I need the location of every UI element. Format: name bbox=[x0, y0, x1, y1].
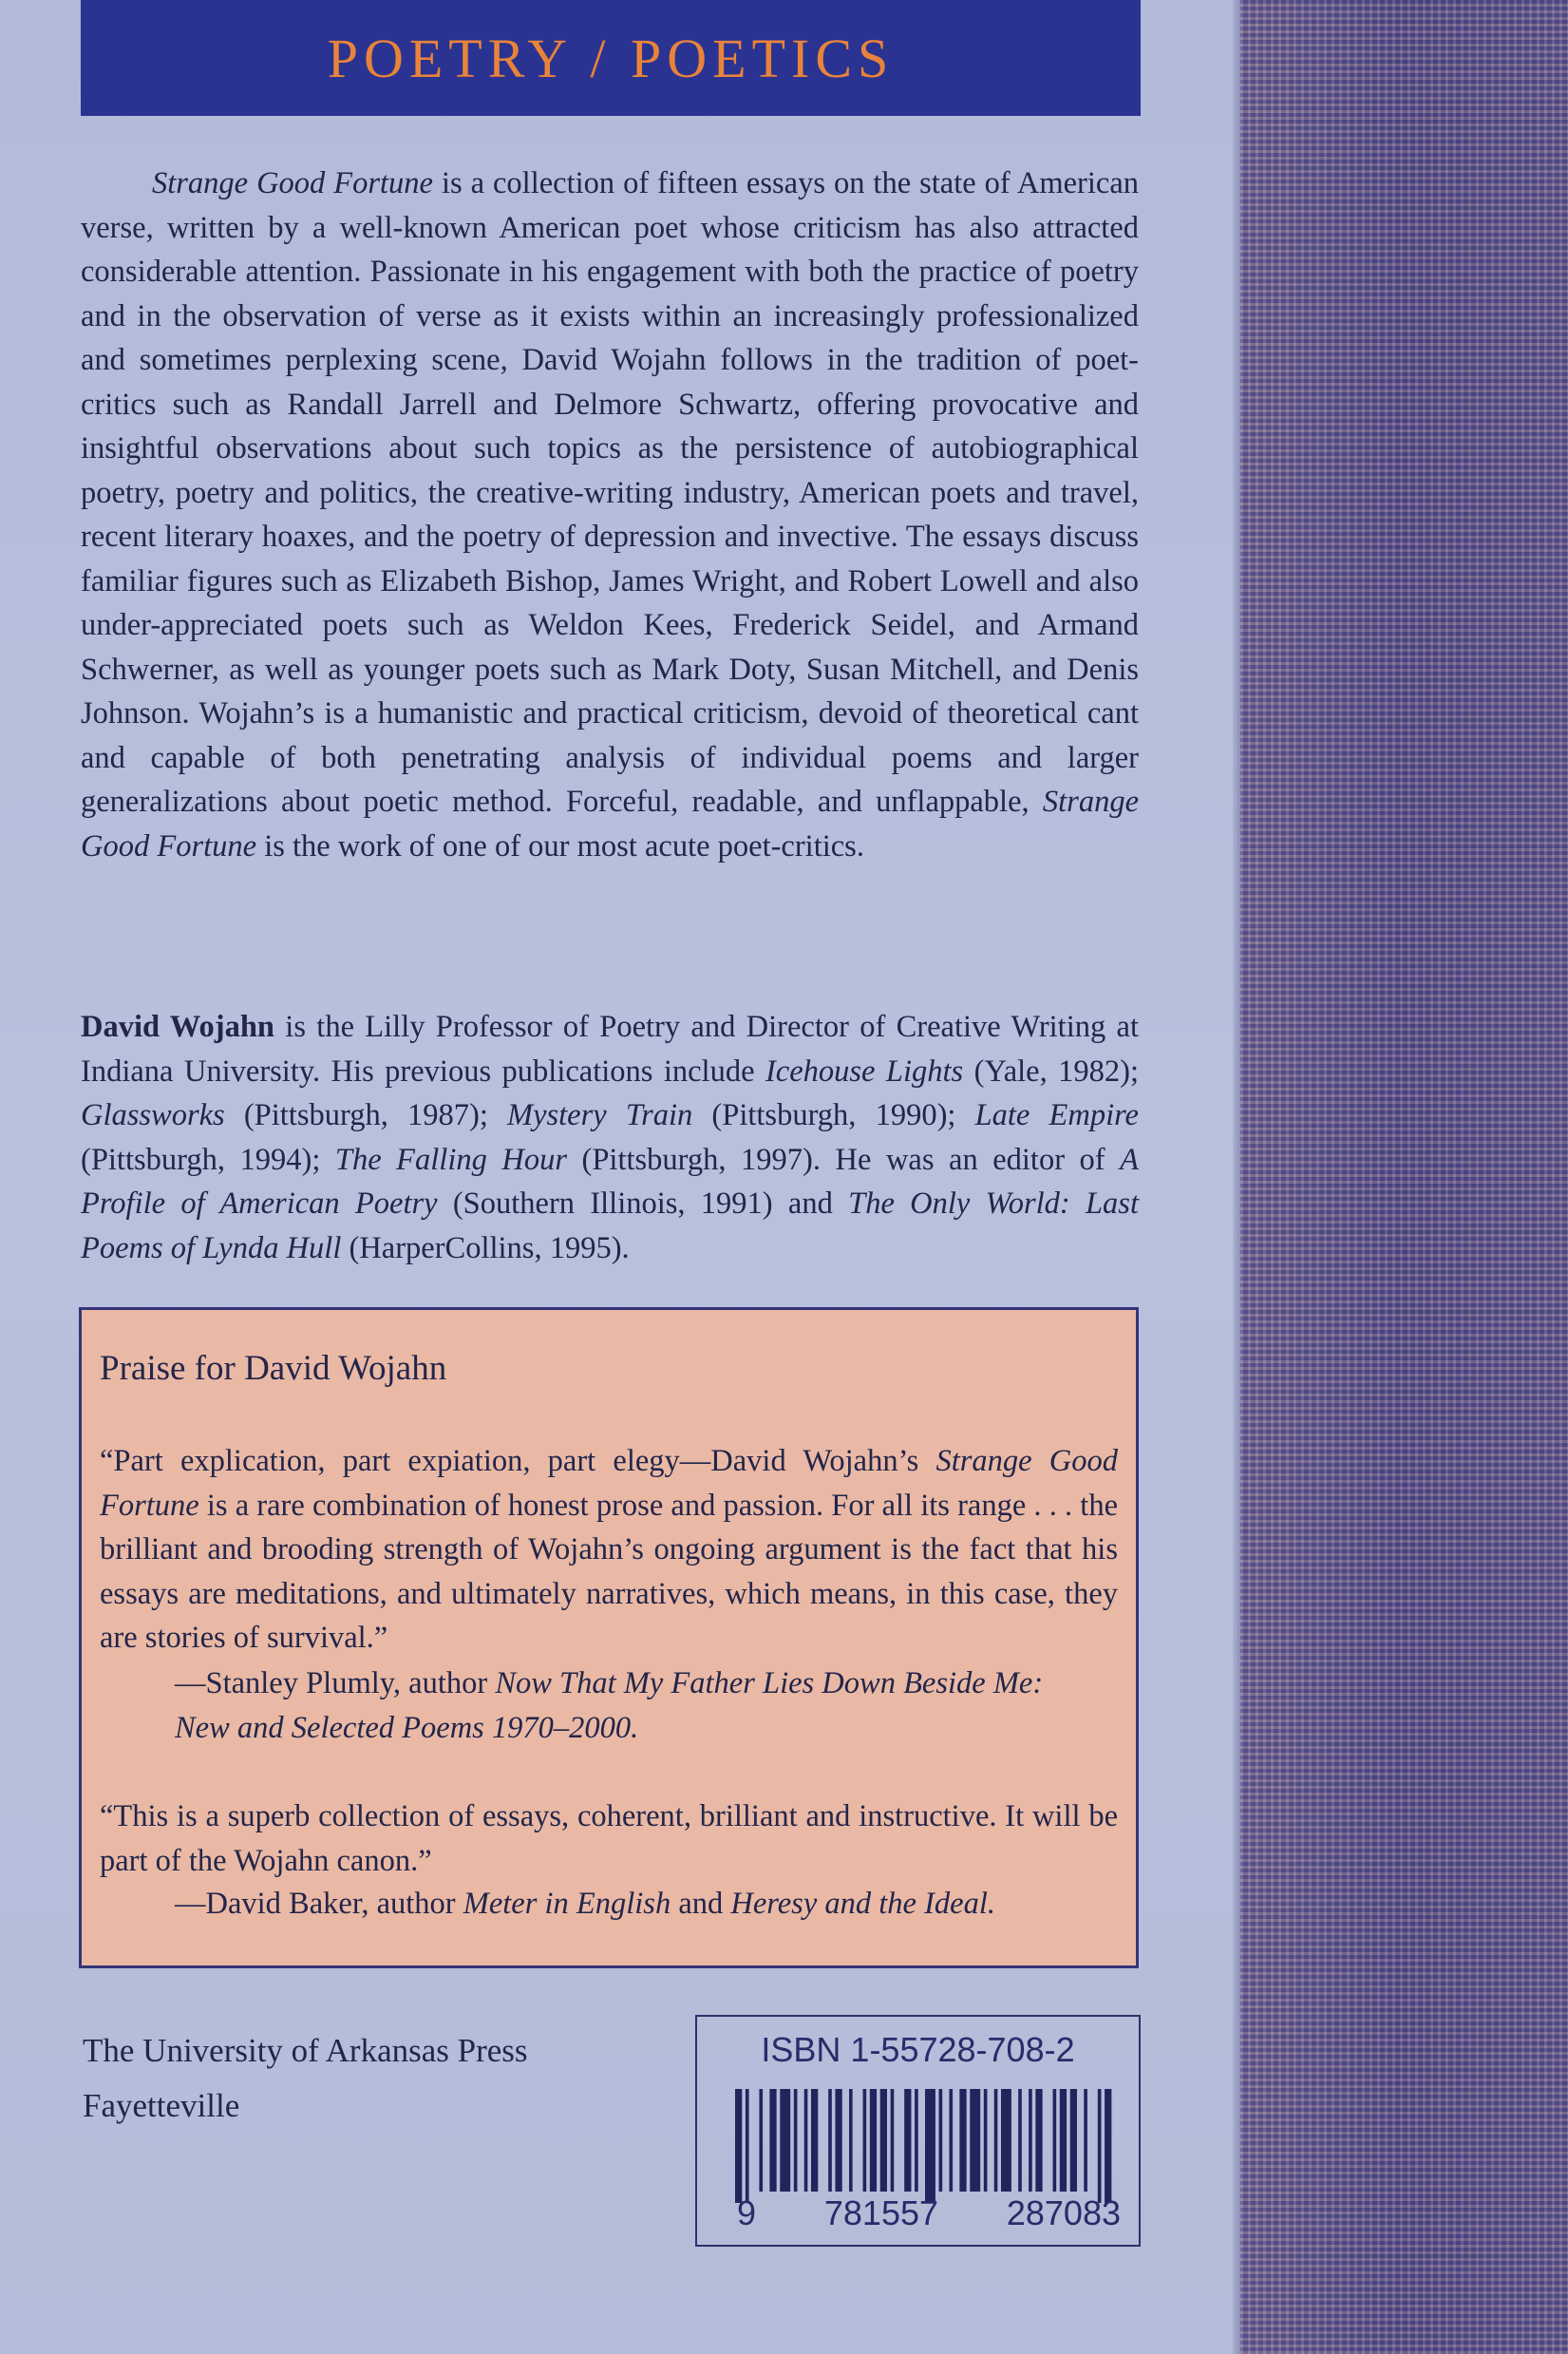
praise-heading: Praise for David Wojahn bbox=[100, 1349, 447, 1388]
barcode-bar bbox=[1060, 2089, 1067, 2192]
barcode-bar bbox=[828, 2089, 832, 2192]
book-title: Strange Good Fortune bbox=[81, 785, 1139, 864]
quote-attribution bbox=[175, 1661, 1105, 1750]
barcode-bar bbox=[880, 2089, 887, 2192]
barcode-bar bbox=[925, 2089, 935, 2203]
bio-text: (Pittsburgh, 1990); bbox=[692, 1098, 975, 1132]
praise-box bbox=[79, 1307, 1139, 1968]
barcode-bar bbox=[984, 2089, 988, 2192]
book-title: Icehouse Lights bbox=[765, 1054, 964, 1089]
book-title: Heresy and the Ideal. bbox=[730, 1887, 995, 1921]
barcode-bar bbox=[811, 2089, 818, 2192]
barcode-icon bbox=[735, 2089, 1115, 2203]
barcode-bar bbox=[835, 2089, 841, 2192]
barcode-digits bbox=[737, 2193, 1121, 2233]
barcode-bar bbox=[1035, 2089, 1042, 2192]
book-title: Now That My Father Lies Down Beside Me: New and Selected Poems 1970–2000. bbox=[175, 1666, 1044, 1745]
barcode-bar bbox=[769, 2089, 776, 2192]
attribution-text: —Stanley Plumly, author bbox=[175, 1666, 496, 1700]
barcode-bar bbox=[746, 2089, 749, 2203]
isbn-barcode-box bbox=[695, 2015, 1141, 2247]
quote-attribution bbox=[175, 1882, 1105, 1927]
bio-text: (HarperCollins, 1995). bbox=[341, 1230, 630, 1265]
barcode-bar bbox=[959, 2089, 966, 2192]
barcode-bar bbox=[994, 2089, 998, 2192]
praise-quote bbox=[100, 1439, 1118, 1661]
barcode-bar bbox=[939, 2089, 943, 2192]
barcode-bar bbox=[759, 2089, 763, 2192]
publisher-city: Fayetteville bbox=[83, 2087, 240, 2124]
barcode-digit-group: 287083 bbox=[1006, 2193, 1121, 2232]
barcode-bar bbox=[849, 2089, 853, 2192]
description-text: is the work of one of our most acute poet-critics. bbox=[256, 828, 864, 864]
barcode-bar bbox=[891, 2089, 895, 2192]
barcode-bar bbox=[1105, 2089, 1111, 2203]
book-title: A Profile of American Poetry bbox=[81, 1142, 1139, 1221]
barcode-digit-group: 9 bbox=[737, 2193, 757, 2232]
barcode-bar bbox=[1098, 2089, 1102, 2203]
barcode-bar bbox=[1084, 2089, 1087, 2192]
bio-text: (Southern Illinois, 1991) and bbox=[437, 1186, 849, 1221]
barcode-bar bbox=[794, 2089, 798, 2192]
quote-text: “Part explication, part expiation, part elegy—David Wojahn’s bbox=[100, 1444, 936, 1478]
book-description bbox=[81, 161, 1139, 868]
isbn-label: ISBN 1-55728-708-2 bbox=[761, 2030, 1075, 2069]
praise-quote: “This is a superb collection of essays, coherent, brilliant and instructive. It will be part of the Wojahn canon.” bbox=[100, 1799, 1118, 1878]
publisher-name: The University of Arkansas Press bbox=[83, 2032, 528, 2069]
book-title: The Falling Hour bbox=[334, 1142, 568, 1177]
bio-text: (Pittsburgh, 1997). He was an editor of bbox=[567, 1142, 1121, 1177]
bio-text: (Yale, 1982); bbox=[963, 1054, 1139, 1089]
book-title: The Only World: Last Poems of Lynda Hull bbox=[81, 1186, 1139, 1265]
barcode-bar bbox=[1029, 2089, 1032, 2192]
book-title: Mystery Train bbox=[507, 1098, 693, 1132]
cloth-spine bbox=[1240, 0, 1568, 2354]
author-bio bbox=[81, 1005, 1139, 1270]
barcode-bar bbox=[949, 2089, 953, 2192]
category-banner bbox=[81, 0, 1141, 116]
barcode-digit-group: 781557 bbox=[823, 2193, 939, 2232]
book-title: Strange Good Fortune bbox=[100, 1444, 1118, 1523]
book-title: Glassworks bbox=[81, 1098, 225, 1132]
attribution-text: and bbox=[671, 1887, 731, 1921]
barcode-bar bbox=[1018, 2089, 1022, 2192]
barcode-bar bbox=[780, 2089, 790, 2192]
publisher-info bbox=[83, 2023, 528, 2134]
bio-text: (Pittsburgh, 1987); bbox=[224, 1098, 507, 1132]
barcode-bar bbox=[1070, 2089, 1077, 2192]
description-text: is a collection of fifteen essays on the state of American verse, written by a well-known American poet whose criticism has also attracted considerable attention. Passionate in his engagement with both the practice of poetry and in the observation of verse as it exists within an increasingly professionalized and sometimes perplexing scene, David Wojahn follows in the tradition of poet-critics such as Randall Jarrell and Delmore Schwartz, offering provocative and insightful observations about such topics as the persistence of autobiographical poetry, poetry and politics, the creative-writing industry, American poets and travel, recent literary hoaxes, and the poetry of depression and invective. The essays discuss familiar figures such as Elizabeth Bishop, James Wright, and Robert Lowell and also under-appreciated poets such as Weldon Kees, Frederick Seidel, and Armand Schwerner, as well as younger poets such as Mark Doty, Susan Mitchell, and Denis Johnson. Wojahn’s is a humanistic and practical criticism, devoid of theoretical cant and capable of both penetrating analysis of individual poems and larger generalizations about poetic method. Forceful, readable, and unflappable, bbox=[81, 166, 1140, 819]
barcode-bar bbox=[970, 2089, 980, 2192]
book-title: Meter in English bbox=[463, 1887, 671, 1921]
book-title: Strange Good Fortune bbox=[152, 166, 433, 200]
barcode-bar bbox=[804, 2089, 808, 2192]
category-title: POETRY / POETICS bbox=[327, 27, 895, 89]
barcode-bar bbox=[863, 2089, 867, 2192]
barcode-bar bbox=[1053, 2089, 1057, 2192]
author-name: David Wojahn bbox=[81, 1010, 274, 1044]
attribution-text: —David Baker, author bbox=[175, 1887, 463, 1921]
barcode-bar bbox=[904, 2089, 911, 2192]
barcode-bar bbox=[735, 2089, 742, 2203]
bio-text: is the Lilly Professor of Poetry and Director of Creative Writing at Indiana University. His previous publications include bbox=[81, 1010, 1139, 1089]
barcode-bar bbox=[915, 2089, 918, 2192]
bio-text: (Pittsburgh, 1994); bbox=[81, 1142, 335, 1177]
book-title: Late Empire bbox=[974, 1098, 1139, 1132]
barcode-bar bbox=[1001, 2089, 1011, 2192]
quote-text: is a rare combination of honest prose and passion. For all its range . . . the brilliant and brooding strength of Wojahn’s ongoing argument is the fact that his essays are meditations, and ultimately narratives, which means, in this case, they are stories of survival.” bbox=[100, 1488, 1118, 1655]
barcode-bar bbox=[870, 2089, 877, 2192]
